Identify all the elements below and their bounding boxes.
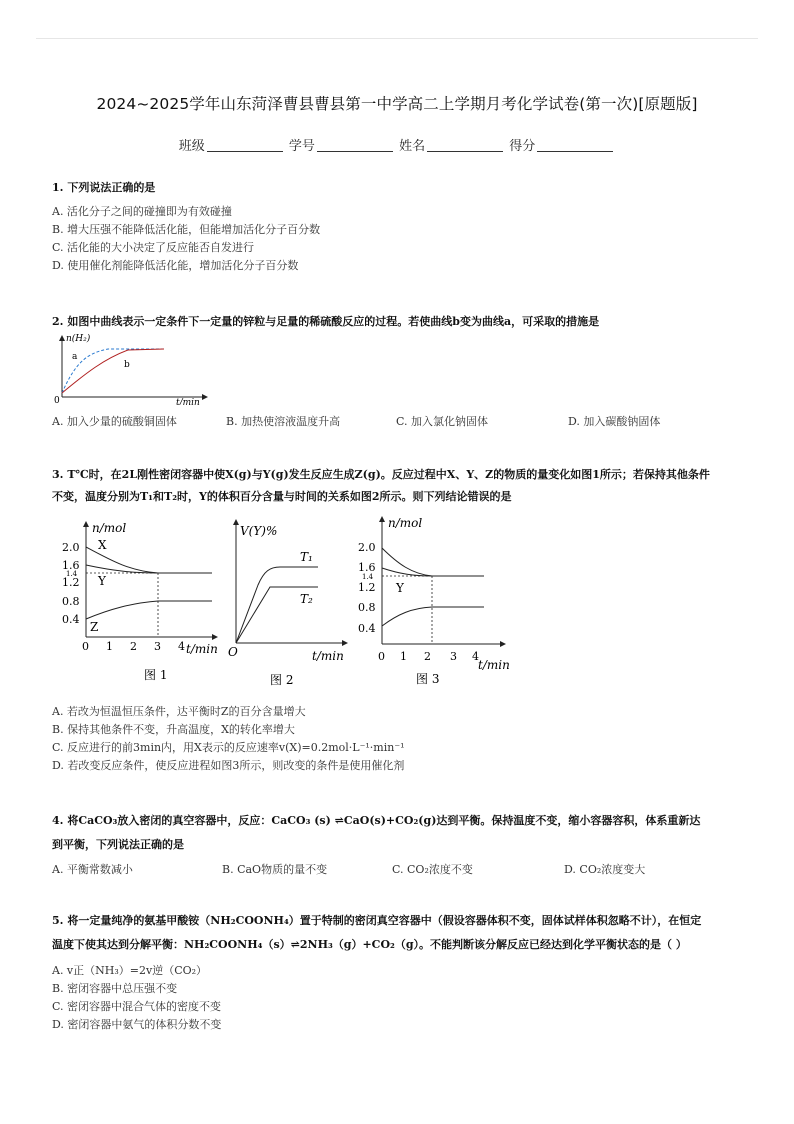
fig1-x-arrow bbox=[212, 634, 218, 640]
score-blank bbox=[537, 138, 613, 152]
fig1-label-z: Z bbox=[90, 620, 99, 634]
question-2-option-b: B. 加热使溶液温度升高 bbox=[226, 415, 341, 428]
question-5-option-b: B. 密闭容器中总压强不变 bbox=[52, 982, 178, 995]
question-5-option-d: D. 密闭容器中氨气的体积分数不变 bbox=[52, 1018, 222, 1031]
fig2-xlabel: t/min bbox=[312, 649, 344, 663]
fig3-curve-z bbox=[382, 607, 484, 626]
question-1-option-c: C. 活化能的大小决定了反应能否自发进行 bbox=[52, 241, 255, 254]
question-3-stem-line1: 3. T℃时，在2L刚性密闭容器中使X(g)与Y(g)发生反应生成Z(g)。反应过程中X、Y、Z的物质的量变化如图1所示；若保持其他条件 bbox=[52, 468, 710, 481]
fig1-curve-z bbox=[86, 601, 212, 619]
question-3-options bbox=[52, 703, 758, 775]
fig3-ytick-1.6: 1.6 bbox=[358, 561, 376, 574]
fig1-caption: 图 1 bbox=[144, 668, 168, 682]
q2-label-b: b bbox=[124, 360, 130, 370]
q2-x-arrow bbox=[202, 394, 208, 400]
fig1-label-y: Y bbox=[98, 574, 106, 588]
fig2-y-arrow bbox=[233, 519, 239, 525]
student-info-line bbox=[0, 135, 794, 154]
fig2-ylabel: V(Y)% bbox=[240, 524, 278, 538]
question-1-option-b: B. 增大压强不能降低活化能，但能增加活化分子百分数 bbox=[52, 223, 321, 236]
question-3-stem-line2: 不变，温度分别为T₁和T₂时，Y的体积百分含量与时间的关系如图2所示。则下列结论错误的是 bbox=[52, 490, 512, 503]
fig3-ytick-1.4: 1.4 bbox=[362, 573, 374, 581]
fig3-xtick-2: 2 bbox=[424, 650, 431, 663]
q3-figure-1 bbox=[52, 515, 224, 690]
fig2-caption: 图 2 bbox=[270, 673, 294, 687]
score-label: 得分 bbox=[509, 139, 536, 154]
fig3-label-y: Y bbox=[396, 581, 404, 595]
fig3-caption: 图 3 bbox=[416, 672, 440, 686]
fig1-ytick-1.2: 1.2 bbox=[62, 576, 80, 589]
id-blank bbox=[317, 138, 393, 152]
fig1-xtick-1: 1 bbox=[106, 640, 113, 653]
fig1-ytick-0.4: 0.4 bbox=[62, 613, 80, 626]
question-5-stem-line1: 5. 将一定量纯净的氨基甲酸铵（NH₂COONH₄）置于特制的密闭真空容器中（假设容器体积不变，固体试样体积忽略不计），在恒定 bbox=[52, 914, 702, 927]
fig3-xlabel: t/min bbox=[478, 658, 510, 672]
page-title: 2024~2025学年山东菏泽曹县曹县第一中学高二上学期月考化学试卷(第一次)[原题版] bbox=[96, 95, 698, 113]
fig3-xtick-1: 1 bbox=[400, 650, 407, 663]
fig3-ytick-0.4: 0.4 bbox=[358, 622, 376, 635]
question-1 bbox=[52, 176, 758, 275]
fig3-xtick-3: 3 bbox=[450, 650, 457, 663]
question-3-option-d: D. 若改变反应条件，使反应进程如图3所示，则改变的条件是使用催化剂 bbox=[52, 759, 405, 772]
question-4-options bbox=[52, 861, 645, 877]
question-3-option-c: C. 反应进行的前3min内，用X表示的反应速率v(X)=0.2mol·L⁻¹·min⁻¹ bbox=[52, 741, 405, 754]
q2-origin: 0 bbox=[54, 396, 60, 405]
q2-xlabel: t/min bbox=[176, 398, 200, 405]
id-label: 学号 bbox=[288, 139, 315, 154]
q3-figure-3 bbox=[354, 510, 520, 690]
fig3-y-arrow bbox=[379, 516, 385, 522]
fig1-xlabel: t/min bbox=[186, 642, 218, 656]
question-5 bbox=[52, 909, 758, 957]
class-blank bbox=[207, 138, 283, 152]
fig1-xtick-2: 2 bbox=[130, 640, 137, 653]
question-4-option-a: A. 平衡常数减小 bbox=[52, 863, 133, 876]
fig1-ytick-1.4: 1.4 bbox=[66, 570, 78, 578]
question-2-options bbox=[52, 413, 660, 429]
question-1-option-a: A. 活化分子之间的碰撞即为有效碰撞 bbox=[52, 205, 232, 218]
q3-figure-2 bbox=[224, 515, 354, 690]
question-1-option-d: D. 使用催化剂能降低活化能，增加活化分子百分数 bbox=[52, 259, 299, 272]
question-5-stem-line2: 温度下使其达到分解平衡：NH₂COONH₄（s）⇌2NH₃（g）+CO₂（g）。不能判断该分解反应已经达到化学平衡状态的是（ ） bbox=[52, 938, 687, 951]
question-3-option-b: B. 保持其他条件不变，升高温度，X的转化率增大 bbox=[52, 723, 295, 736]
question-3-option-a: A. 若改为恒温恒压条件，达平衡时Z的百分含量增大 bbox=[52, 705, 306, 718]
fig3-ytick-2.0: 2.0 bbox=[358, 541, 376, 554]
fig3-ytick-0.8: 0.8 bbox=[358, 601, 376, 614]
question-1-stem: 1. 下列说法正确的是 bbox=[52, 181, 156, 194]
top-rule bbox=[36, 38, 758, 39]
question-4-stem-line2: 到平衡，下列说法正确的是 bbox=[52, 838, 184, 851]
name-label: 姓名 bbox=[399, 139, 426, 154]
fig3-x-arrow bbox=[500, 641, 506, 647]
q2-graph bbox=[52, 333, 212, 405]
q2-ylabel: n(H₂) bbox=[66, 334, 91, 344]
question-2-option-c: C. 加入氯化钠固体 bbox=[396, 415, 489, 428]
fig3-xtick-4: 4 bbox=[472, 650, 479, 663]
fig1-y-arrow bbox=[83, 521, 89, 527]
question-4-option-d: D. CO₂浓度变大 bbox=[564, 863, 646, 876]
question-4-stem-line1: 4. 将CaCO₃放入密闭的真空容器中，反应：CaCO₃ (s) ⇌CaO(s)+CO₂(g)达到平衡。保持温度不变，缩小容器容积，体系重新达 bbox=[52, 814, 701, 827]
name-blank bbox=[427, 138, 503, 152]
q2-y-arrow bbox=[59, 335, 65, 341]
question-4-option-b: B. CaO物质的量不变 bbox=[222, 863, 328, 876]
question-2 bbox=[52, 310, 758, 333]
question-2-stem: 2. 如图中曲线表示一定条件下一定量的锌粒与足量的稀硫酸反应的过程。若使曲线b变为曲线a，可采取的措施是 bbox=[52, 315, 600, 328]
fig2-label-t2: T₂ bbox=[300, 592, 313, 606]
question-2-option-d: D. 加入碳酸钠固体 bbox=[568, 415, 661, 428]
fig2-x-arrow bbox=[342, 640, 348, 646]
question-2-option-a: A. 加入少量的硫酸铜固体 bbox=[52, 415, 177, 428]
fig1-ytick-1.6: 1.6 bbox=[62, 559, 80, 572]
question-5-options bbox=[52, 962, 758, 1034]
fig1-ylabel: n/mol bbox=[92, 521, 127, 535]
fig3-xtick-0: 0 bbox=[378, 650, 385, 663]
question-4 bbox=[52, 809, 758, 857]
fig3-ylabel: n/mol bbox=[388, 516, 423, 530]
fig1-xtick-4: 4 bbox=[178, 640, 185, 653]
question-4-option-c: C. CO₂浓度不变 bbox=[392, 863, 473, 876]
fig1-ytick-0.8: 0.8 bbox=[62, 595, 80, 608]
fig1-xtick-3: 3 bbox=[154, 640, 161, 653]
fig1-ytick-2.0: 2.0 bbox=[62, 541, 80, 554]
fig1-xtick-0: 0 bbox=[82, 640, 89, 653]
class-label: 班级 bbox=[178, 139, 205, 154]
fig1-label-x: X bbox=[98, 538, 107, 552]
fig2-label-t1: T₁ bbox=[300, 550, 313, 564]
fig2-origin: O bbox=[228, 645, 238, 659]
q2-label-a: a bbox=[72, 352, 78, 362]
question-5-option-c: C. 密闭容器中混合气体的密度不变 bbox=[52, 1000, 222, 1013]
question-5-option-a: A. v正（NH₃）=2v逆（CO₂） bbox=[52, 964, 208, 977]
fig3-ytick-1.2: 1.2 bbox=[358, 581, 376, 594]
question-3 bbox=[52, 464, 758, 508]
